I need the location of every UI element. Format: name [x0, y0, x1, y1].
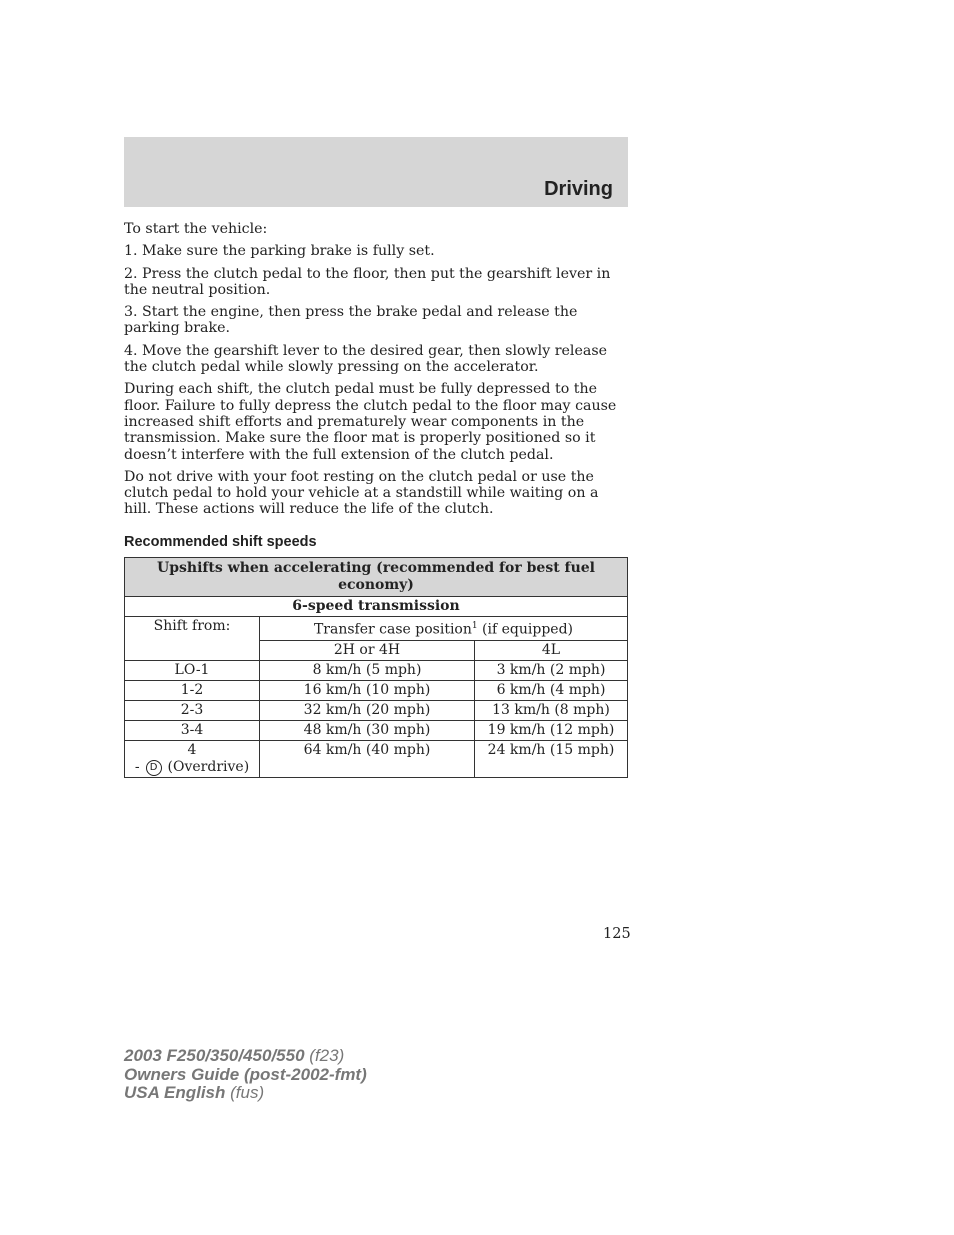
shift-from-cell: LO-1 [125, 660, 260, 680]
section-title: Driving [544, 178, 613, 200]
paragraph: 2. Press the clutch pedal to the floor, then put the gearshift lever in the neutral position. [124, 265, 611, 298]
paragraph: 4. Move the gearshift lever to the desired gear, then slowly release the clutch pedal while slowly pressing on the accelerator. [124, 342, 607, 376]
table-subcaption: 6-speed transmission [125, 597, 628, 617]
column-header-4l: 4L [475, 640, 628, 660]
overdrive-d-icon: D [146, 760, 162, 776]
overdrive-label: (Overdrive) [167, 758, 250, 775]
shift-from-cell: 3-4 [125, 720, 260, 740]
paragraph: 3. Start the engine, then press the brake pedal and release the parking brake. [124, 304, 578, 337]
transfer-case-label: Transfer case position [313, 621, 472, 638]
speed-4l-cell: 13 km/h (8 mph) [475, 700, 628, 720]
dash: - [134, 758, 140, 775]
page-number: 125 [603, 926, 631, 942]
subheading: Recommended shift speeds [124, 534, 317, 550]
speed-4l-cell: 19 km/h (12 mph) [475, 720, 628, 740]
footer-model-code: (f23) [304, 1046, 345, 1065]
paragraph: Do not drive with your foot resting on the clutch pedal or use the clutch pedal to hold your vehicle at a standstill while waiting on a hill. These actions will reduce the life of the clutch. [124, 468, 599, 518]
footer-model: 2003 F250/350/450/550 [124, 1046, 305, 1065]
column-header-2h-4h: 2H or 4H [260, 640, 475, 660]
table-subcaption-row [125, 597, 628, 617]
table-caption: Upshifts when accelerating (recommended for best fuel economy) [125, 558, 628, 597]
footnote-marker: 1 [471, 621, 478, 631]
shift-from-header: Shift from: [125, 617, 260, 661]
table-row [125, 720, 628, 740]
shift-from-cell: 2-3 [125, 700, 260, 720]
paragraph: 1. Make sure the parking brake is fully set. [124, 243, 435, 260]
speed-2h-4h-cell: 8 km/h (5 mph) [260, 660, 475, 680]
section-header-band [124, 137, 628, 207]
shift-from-gear: 4 [187, 741, 197, 758]
shift-from-cell: 1-2 [125, 680, 260, 700]
shift-from-cell [125, 740, 260, 777]
paragraph: During each shift, the clutch pedal must be fully depressed to the floor. Failure to fully depress the clutch pedal to the floor may cause increased shift efforts and prematurely wear components in the transmission. Make sure the floor mat is properly positioned so it doesn’t interfere with the full extension of the clutch pedal. [124, 381, 617, 463]
speed-4l-cell: 6 km/h (4 mph) [475, 680, 628, 700]
document-footer [124, 1047, 367, 1103]
table-row [125, 740, 628, 777]
transfer-case-header [260, 617, 628, 641]
table-caption-row [125, 558, 628, 597]
footer-guide: Owners Guide (post-2002-fmt) [124, 1064, 367, 1084]
footer-line-language [124, 1084, 367, 1103]
footer-line-model [124, 1047, 367, 1066]
body-text [124, 221, 628, 524]
paragraph: To start the vehicle: [124, 221, 268, 237]
speed-2h-4h-cell: 32 km/h (20 mph) [260, 700, 475, 720]
table-row [125, 700, 628, 720]
table-row [125, 680, 628, 700]
speed-4l-cell: 24 km/h (15 mph) [475, 740, 628, 777]
table-row [125, 660, 628, 680]
table-header-row [125, 617, 628, 641]
speed-4l-cell: 3 km/h (2 mph) [475, 660, 628, 680]
speed-2h-4h-cell: 64 km/h (40 mph) [260, 740, 475, 777]
footer-language: USA English [124, 1083, 226, 1102]
speed-2h-4h-cell: 48 km/h (30 mph) [260, 720, 475, 740]
shift-speeds-table [124, 557, 628, 778]
footer-language-code: (fus) [225, 1083, 265, 1102]
footer-line-guide [124, 1066, 367, 1085]
shift-from-overdrive [128, 759, 256, 776]
speed-2h-4h-cell: 16 km/h (10 mph) [260, 680, 475, 700]
transfer-case-suffix: (if equipped) [477, 621, 574, 638]
